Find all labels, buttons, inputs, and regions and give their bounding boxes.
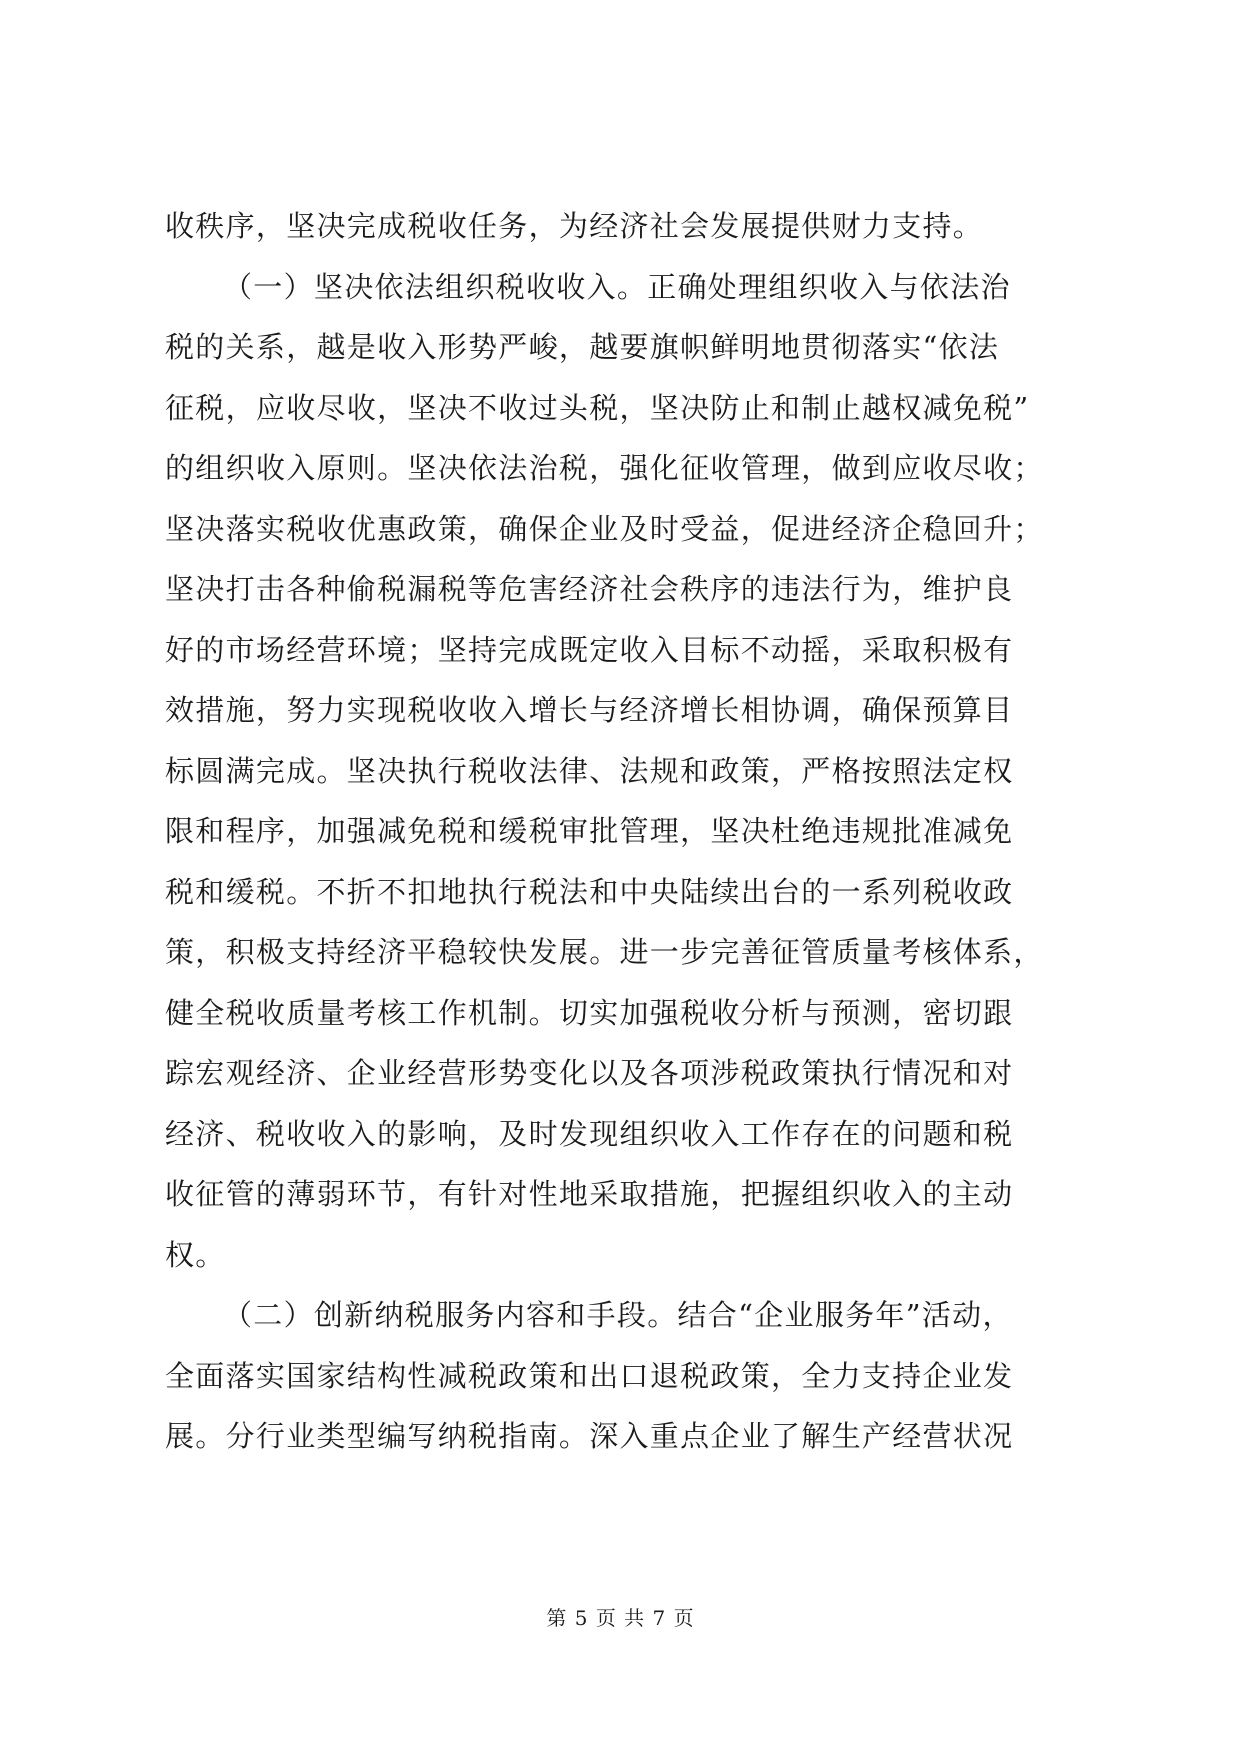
- text-line: 征税，应收尽收，坚决不收过头税，坚决防止和制止越权减免税”: [165, 390, 1030, 425]
- text-line: 税的关系，越是收入形势严峻，越要旗帜鲜明地贯彻落实“依法: [165, 330, 1000, 364]
- text-line: 的组织收入原则。坚决依法治税，强化征收管理，做到应收尽收；: [165, 451, 1044, 485]
- body-text: [165, 196, 1077, 1467]
- text-line: 经济、税收收入的影响，及时发现组织收入工作存在的问题和税: [165, 1116, 1014, 1151]
- text-line: 好的市场经营环境；坚持完成既定收入目标不动摇，采取积极有: [165, 632, 1014, 667]
- text-line: （一）坚决依法组织税收收入。正确处理组织收入与依法治: [223, 269, 1011, 304]
- text-line: 标圆满完成。坚决执行税收法律、法规和政策，严格按照法定权: [165, 753, 1014, 788]
- text-line: 效措施，努力实现税收收入增长与经济增长相协调，确保预算目: [165, 693, 1014, 727]
- text-line: 踪宏观经济、企业经营形势变化以及各项涉税政策执行情况和对: [165, 1056, 1014, 1090]
- text-line: 坚决落实税收优惠政策，确保企业及时受益，促进经济企稳回升；: [165, 511, 1044, 546]
- text-line: 展。分行业类型编写纳税指南。深入重点企业了解生产经营状况: [165, 1419, 1014, 1453]
- text-line: 税和缓税。不折不扣地执行税法和中央陆续出台的一系列税收政: [165, 874, 1014, 909]
- page-number-footer: 第 5 页 共 7 页: [546, 1606, 695, 1630]
- text-line: 权。: [165, 1237, 226, 1272]
- text-line: 限和程序，加强减免税和缓税审批管理，坚决杜绝违规批准减免: [165, 814, 1014, 848]
- text-line: 策，积极支持经济平稳较快发展。进一步完善征管质量考核体系，: [165, 935, 1044, 969]
- text-line: 坚决打击各种偷税漏税等危害经济社会秩序的违法行为，维护良: [165, 572, 1014, 606]
- text-line: 收征管的薄弱环节，有针对性地采取措施，把握组织收入的主动: [165, 1177, 1014, 1211]
- text-line: 收秩序，坚决完成税收任务，为经济社会发展提供财力支持。: [165, 209, 984, 243]
- text-line: 全面落实国家结构性减税政策和出口退税政策，全力支持企业发: [165, 1358, 1014, 1393]
- text-line: （二）创新纳税服务内容和手段。结合“企业服务年”活动，: [223, 1298, 1013, 1332]
- text-line: 健全税收质量考核工作机制。切实加强税收分析与预测，密切跟: [165, 995, 1014, 1030]
